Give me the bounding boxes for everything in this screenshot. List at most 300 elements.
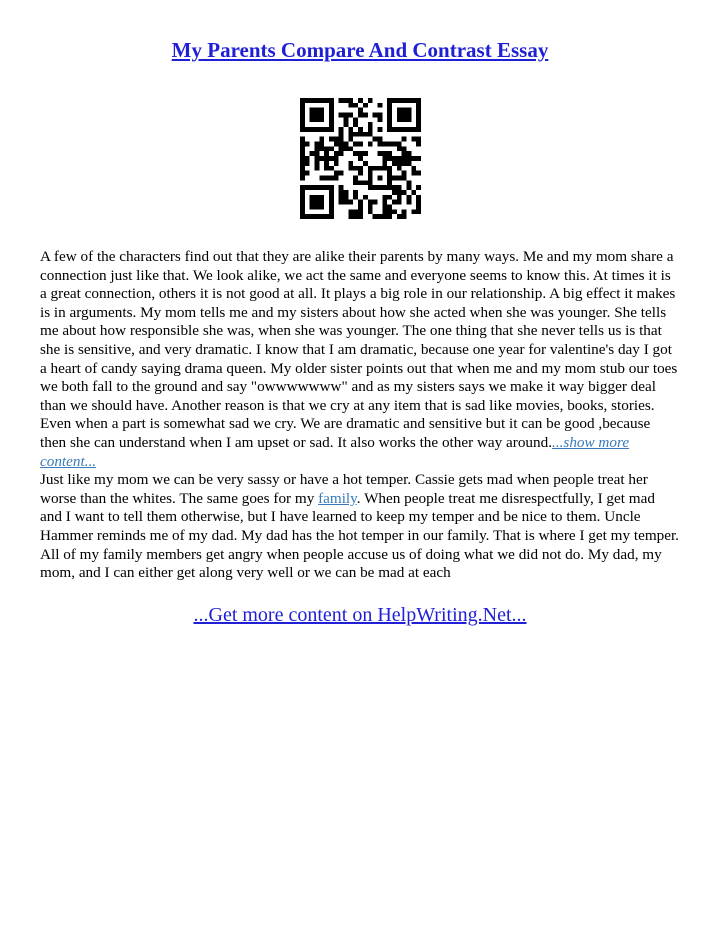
qr-module [416, 156, 421, 161]
qr-module [319, 127, 324, 132]
qr-module [329, 122, 334, 127]
paragraph-2-text-end: . When people treat me disrespectfully, I get mad and I want to tell them otherwise, but I have learned to keep my temper and be nice to them. Uncle Hammer reminds me of my dad. My dad has the hot temper in our family. That is where I get my temper. All of my family members get angry when people accuse us of doing what we did not do. My dad, my mom, and I can either get along very well or we can be mad at each [40, 489, 679, 582]
qr-module [358, 180, 363, 185]
qr-module [402, 113, 407, 118]
qr-module [300, 175, 305, 180]
qr-module [358, 209, 363, 214]
qr-module [392, 190, 397, 195]
qr-module [377, 151, 382, 156]
qr-module [397, 166, 402, 171]
qr-module [324, 175, 329, 180]
qr-module [300, 146, 305, 151]
qr-module [300, 200, 305, 205]
qr-module [344, 146, 349, 151]
qr-module [319, 214, 324, 219]
qr-module [382, 185, 387, 190]
qr-module [339, 200, 344, 205]
qr-module [315, 117, 320, 122]
qr-module [344, 142, 349, 147]
qr-module [416, 137, 421, 142]
qr-module [329, 156, 334, 161]
qr-module [339, 142, 344, 147]
qr-module [382, 161, 387, 166]
qr-module [411, 190, 416, 195]
qr-module [363, 103, 368, 108]
qr-module [324, 98, 329, 103]
qr-module [315, 156, 320, 161]
qr-module [310, 195, 315, 200]
qr-module [300, 137, 305, 142]
essay-paragraph-2 [40, 471, 680, 583]
qr-module [397, 161, 402, 166]
qr-module [344, 190, 349, 195]
qr-module [358, 171, 363, 176]
qr-module [411, 209, 416, 214]
qr-module [377, 142, 382, 147]
qr-module [411, 137, 416, 142]
qr-module [387, 108, 392, 113]
qr-module [411, 98, 416, 103]
qr-module [319, 200, 324, 205]
qr-code-icon [300, 98, 421, 219]
qr-module [300, 166, 305, 171]
qr-module [377, 175, 382, 180]
qr-module [406, 185, 411, 190]
qr-module [329, 103, 334, 108]
qr-module [382, 195, 387, 200]
qr-module [344, 195, 349, 200]
qr-module [305, 171, 310, 176]
qr-module [305, 127, 310, 132]
qr-module [344, 117, 349, 122]
qr-module [416, 127, 421, 132]
qr-module [353, 180, 358, 185]
qr-module [358, 108, 363, 113]
qr-module [353, 175, 358, 180]
qr-module [310, 108, 315, 113]
qr-module [373, 137, 378, 142]
qr-module [324, 166, 329, 171]
qr-module [387, 175, 392, 180]
qr-module [358, 200, 363, 205]
qr-module [397, 200, 402, 205]
qr-module [416, 108, 421, 113]
qr-module [377, 127, 382, 132]
qr-module [368, 127, 373, 132]
qr-module [416, 113, 421, 118]
page-title[interactable]: My Parents Compare And Contrast Essay [171, 38, 549, 62]
qr-module [373, 214, 378, 219]
qr-module [377, 185, 382, 190]
qr-module [358, 214, 363, 219]
qr-module [397, 117, 402, 122]
qr-module [402, 151, 407, 156]
qr-module [324, 146, 329, 151]
qr-module [358, 113, 363, 118]
qr-module [416, 204, 421, 209]
qr-module [402, 146, 407, 151]
qr-module [334, 161, 339, 166]
qr-module [339, 132, 344, 137]
qr-module [319, 156, 324, 161]
qr-module [329, 204, 334, 209]
qr-module [416, 209, 421, 214]
qr-module [310, 185, 315, 190]
qr-module [319, 204, 324, 209]
qr-module [348, 132, 353, 137]
qr-module [377, 103, 382, 108]
qr-module [358, 127, 363, 132]
qr-module [300, 204, 305, 209]
qr-module [358, 132, 363, 137]
qr-module [368, 200, 373, 205]
qr-module [402, 127, 407, 132]
qr-module [397, 146, 402, 151]
qr-module [368, 132, 373, 137]
qr-module [310, 117, 315, 122]
qr-module [387, 180, 392, 185]
qr-code-graphic [300, 98, 421, 219]
qr-module [406, 151, 411, 156]
qr-module [353, 151, 358, 156]
qr-module [397, 142, 402, 147]
qr-module [392, 175, 397, 180]
qr-module [382, 166, 387, 171]
essay-body [40, 248, 680, 583]
qr-module [402, 161, 407, 166]
qr-module [324, 185, 329, 190]
qr-module [377, 117, 382, 122]
qr-module [406, 117, 411, 122]
qr-module [416, 122, 421, 127]
qr-module [416, 103, 421, 108]
qr-module [397, 108, 402, 113]
qr-module [348, 146, 353, 151]
qr-module [300, 127, 305, 132]
qr-module [319, 142, 324, 147]
qr-module [300, 151, 305, 156]
qr-module [329, 108, 334, 113]
qr-module [348, 98, 353, 103]
qr-module [305, 142, 310, 147]
qr-module [339, 113, 344, 118]
qr-module [305, 156, 310, 161]
qr-module [315, 98, 320, 103]
qr-module [373, 200, 378, 205]
qr-module [392, 156, 397, 161]
qr-module [382, 156, 387, 161]
qr-module [334, 142, 339, 147]
qr-module [368, 171, 373, 176]
qr-module [300, 190, 305, 195]
qr-module [382, 200, 387, 205]
paragraph-2-text-start: Just like my mom we can be very sassy or have a hot temper. Cassie gets mad when people treat her worse than the whites. The same goes for my [40, 471, 648, 507]
qr-module [397, 175, 402, 180]
qr-module [348, 113, 353, 118]
qr-module [348, 127, 353, 132]
qr-module [402, 137, 407, 142]
qr-module [416, 171, 421, 176]
qr-module [344, 122, 349, 127]
qr-module [315, 108, 320, 113]
qr-module [368, 166, 373, 171]
qr-module [377, 137, 382, 142]
qr-module [368, 209, 373, 214]
qr-module [397, 185, 402, 190]
qr-module [310, 127, 315, 132]
qr-module [382, 151, 387, 156]
qr-module [368, 185, 373, 190]
qr-module [329, 117, 334, 122]
qr-module [397, 190, 402, 195]
qr-module [411, 171, 416, 176]
qr-module [339, 185, 344, 190]
qr-module [363, 113, 368, 118]
qr-module [358, 204, 363, 209]
qr-module [387, 151, 392, 156]
qr-module [329, 200, 334, 205]
qr-module [305, 185, 310, 190]
qr-module [334, 175, 339, 180]
qr-module [397, 156, 402, 161]
qr-module [300, 209, 305, 214]
qr-module [348, 200, 353, 205]
qr-module [387, 204, 392, 209]
qr-module [300, 142, 305, 147]
qr-module [329, 137, 334, 142]
qr-module [329, 113, 334, 118]
qr-module [358, 98, 363, 103]
qr-module [363, 195, 368, 200]
qr-module [310, 204, 315, 209]
qr-module [339, 195, 344, 200]
qr-module [334, 156, 339, 161]
qr-module [329, 185, 334, 190]
qr-module [344, 98, 349, 103]
qr-module [392, 98, 397, 103]
qr-module [319, 98, 324, 103]
get-more-content-link[interactable]: ...Get more content on HelpWriting.Net... [193, 604, 527, 626]
qr-module [402, 98, 407, 103]
qr-module [406, 195, 411, 200]
qr-module [348, 214, 353, 219]
qr-module [300, 113, 305, 118]
qr-module [406, 200, 411, 205]
qr-module [305, 161, 310, 166]
qr-module [329, 146, 334, 151]
qr-module [373, 166, 378, 171]
qr-module [363, 132, 368, 137]
qr-module [315, 195, 320, 200]
qr-module [382, 209, 387, 214]
qr-module [382, 214, 387, 219]
qr-module [339, 137, 344, 142]
qr-module [397, 98, 402, 103]
qr-module [329, 127, 334, 132]
qr-module [387, 117, 392, 122]
qr-module [300, 195, 305, 200]
qr-module [353, 132, 358, 137]
qr-module [402, 214, 407, 219]
qr-module [305, 98, 310, 103]
qr-module [353, 214, 358, 219]
qr-module [319, 137, 324, 142]
family-link[interactable]: family [318, 489, 357, 507]
qr-module [416, 185, 421, 190]
qr-module [353, 103, 358, 108]
qr-module [300, 156, 305, 161]
qr-module [411, 166, 416, 171]
qr-module [300, 108, 305, 113]
qr-module [305, 214, 310, 219]
qr-module [363, 161, 368, 166]
qr-module [334, 137, 339, 142]
qr-module [300, 103, 305, 108]
qr-module [392, 209, 397, 214]
qr-module [368, 122, 373, 127]
qr-module [339, 146, 344, 151]
qr-module [392, 161, 397, 166]
qr-module [348, 161, 353, 166]
qr-module [315, 166, 320, 171]
qr-module [387, 103, 392, 108]
qr-module [416, 195, 421, 200]
qr-module [387, 156, 392, 161]
qr-module [329, 166, 334, 171]
qr-module [387, 122, 392, 127]
qr-module [348, 166, 353, 171]
qr-module [319, 117, 324, 122]
qr-module [353, 142, 358, 147]
qr-module [339, 171, 344, 176]
qr-module [300, 161, 305, 166]
qr-module [382, 204, 387, 209]
qr-module [315, 146, 320, 151]
qr-module [329, 209, 334, 214]
qr-module [368, 175, 373, 180]
qr-module [387, 166, 392, 171]
qr-module [406, 161, 411, 166]
qr-module [353, 117, 358, 122]
qr-module [382, 142, 387, 147]
qr-module [402, 156, 407, 161]
qr-module [315, 185, 320, 190]
qr-module [363, 180, 368, 185]
qr-module [368, 204, 373, 209]
qr-module [397, 113, 402, 118]
qr-module [402, 190, 407, 195]
qr-module [402, 117, 407, 122]
qr-module [416, 142, 421, 147]
paragraph-1-text: A few of the characters find out that they are alike their parents by many ways. Me and my mom share a connection just like that. We look alike, we act the same and everyone seems to know this. At times it is a great connection, others it is not good at all. It plays a big role in our relationship. A big effect it makes is in arguments. My mom tells me and my sisters about how she acted when she was younger. She tells me about how responsible she was, when she was younger. The one thing that she never tells us is that she is sensitive, and very dramatic. I know that I am dramatic, because one year for valentine's day I got a heart of candy saying drama queen. My older sister points out that when me and my mom stub our toes we both fall to the ground and say "owwwwwww" and as my sisters says we make it way bigger deal than we should have. Another reason is that we cry at any item that is sad like movies, books, stories. Even when a part is somewhat sad we cry. We are dramatic and sensitive but it can be good ,because then she can understand when I am upset or sad. It also works the other way around. [40, 248, 678, 451]
qr-module [334, 151, 339, 156]
qr-module [319, 113, 324, 118]
qr-module [358, 166, 363, 171]
qr-module [406, 156, 411, 161]
qr-module [300, 117, 305, 122]
qr-module [329, 214, 334, 219]
qr-module [377, 113, 382, 118]
qr-module [387, 214, 392, 219]
qr-module [315, 142, 320, 147]
qr-module [358, 156, 363, 161]
qr-module [411, 156, 416, 161]
qr-module [315, 151, 320, 156]
qr-module [315, 161, 320, 166]
essay-paragraph-1 [40, 248, 680, 471]
qr-module [300, 185, 305, 190]
show-more-link[interactable]: ...show more content... [40, 433, 630, 470]
qr-module [358, 151, 363, 156]
qr-module [397, 127, 402, 132]
qr-module [397, 195, 402, 200]
qr-module [315, 200, 320, 205]
qr-module [406, 180, 411, 185]
qr-module [416, 98, 421, 103]
qr-module [353, 122, 358, 127]
qr-module [300, 214, 305, 219]
qr-module [300, 98, 305, 103]
qr-module [329, 190, 334, 195]
qr-module [329, 195, 334, 200]
qr-module [363, 151, 368, 156]
qr-module [329, 98, 334, 103]
qr-module [310, 98, 315, 103]
qr-module [406, 113, 411, 118]
qr-module [353, 190, 358, 195]
qr-module [402, 209, 407, 214]
qr-module [416, 117, 421, 122]
qr-module [339, 127, 344, 132]
qr-module [319, 195, 324, 200]
qr-module [402, 171, 407, 176]
qr-module [319, 185, 324, 190]
qr-module [348, 209, 353, 214]
qr-module [387, 209, 392, 214]
qr-module [387, 98, 392, 103]
qr-module [339, 190, 344, 195]
qr-module [334, 171, 339, 176]
qr-module [392, 185, 397, 190]
qr-module [377, 214, 382, 219]
qr-module [406, 108, 411, 113]
qr-module [387, 142, 392, 147]
qr-module [353, 195, 358, 200]
qr-module [319, 175, 324, 180]
qr-module [344, 200, 349, 205]
qr-module [411, 127, 416, 132]
qr-module [339, 151, 344, 156]
qr-module [324, 161, 329, 166]
qr-module [368, 180, 373, 185]
qr-module [315, 214, 320, 219]
qr-module [406, 98, 411, 103]
qr-module [300, 171, 305, 176]
qr-module [397, 214, 402, 219]
qr-module [324, 214, 329, 219]
qr-module [373, 113, 378, 118]
qr-module [300, 122, 305, 127]
qr-module [324, 127, 329, 132]
qr-module [406, 127, 411, 132]
qr-module [387, 185, 392, 190]
qr-module [377, 166, 382, 171]
qr-module [310, 151, 315, 156]
qr-module [368, 98, 373, 103]
qr-module [402, 175, 407, 180]
qr-module [387, 113, 392, 118]
qr-module [310, 200, 315, 205]
